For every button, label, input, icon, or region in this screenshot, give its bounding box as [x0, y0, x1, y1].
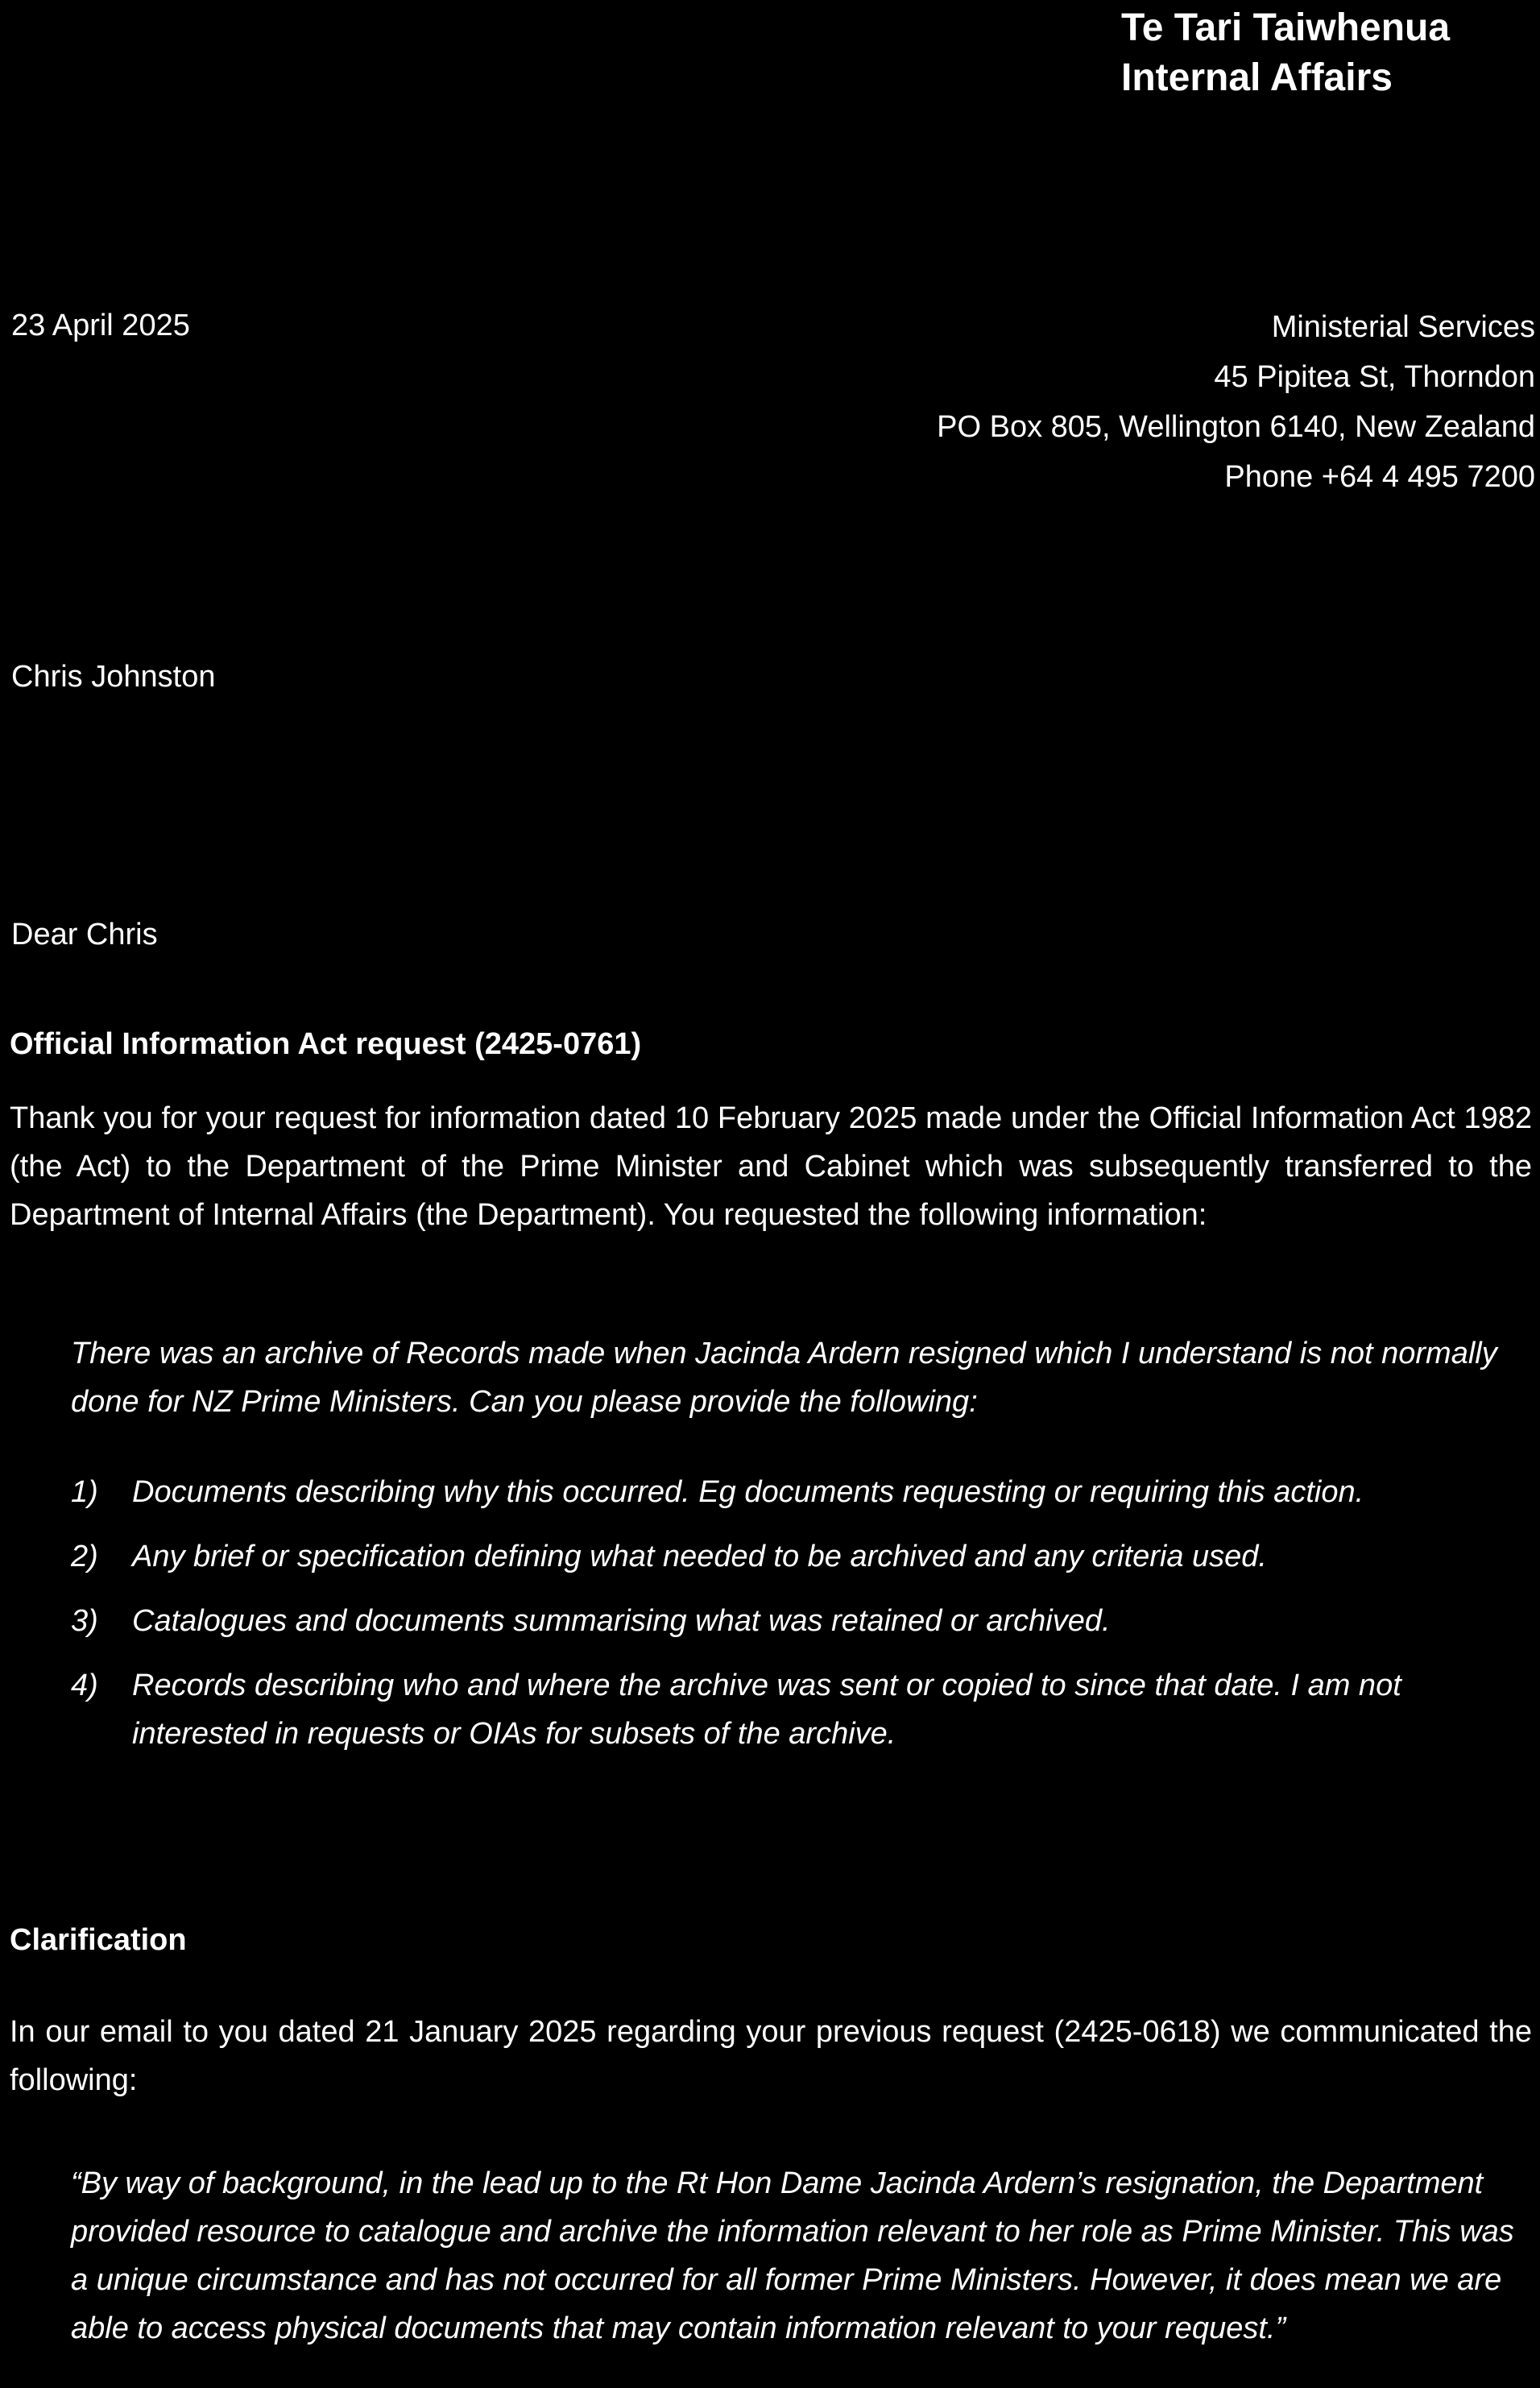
request-item	[71, 1468, 1529, 1516]
sender-address	[937, 303, 1535, 503]
request-quote: There was an archive of Records made when Jacinda Ardern resigned which I understand is not normally done for NZ Prime Ministers. Can you please provide the following:	[71, 1337, 1497, 1419]
address-line-1: Ministerial Services	[1271, 310, 1535, 344]
recipient-name: Chris Johnston	[11, 660, 216, 694]
address-line-2: 45 Pipitea St, Thorndon	[1214, 359, 1535, 394]
request-items-list	[71, 1468, 1529, 1774]
request-item-text: Any brief or specification defining what needed to be archived and any criteria used.	[132, 1540, 1267, 1573]
letterhead-english-name: Internal Affairs	[1121, 56, 1393, 100]
clarification-paragraph: In our email to you dated 21 January 2025 regarding your previous request (2425-0618) we communicated the following:	[10, 2015, 1532, 2097]
request-item-number: 4)	[71, 1669, 98, 1702]
letterhead-maori-name: Te Tari Taiwhenua	[1121, 6, 1451, 49]
intro-paragraph: Thank you for your request for information dated 10 February 2025 made under the Official Information Act 1982 (the Act) to the Department of the Prime Minister and Cabinet which was subsequently transferred to the Department of Internal Affairs (the Department). You requested the following information:	[10, 1101, 1532, 1232]
subject-heading: Official Information Act request (2425-0761)	[10, 1027, 642, 1061]
request-item	[71, 1532, 1529, 1581]
request-item-number: 2)	[71, 1540, 98, 1573]
salutation: Dear Chris	[11, 918, 158, 951]
request-item-text: Records describing who and where the archive was sent or copied to since that date. I am not interested in requests or OIAs for subsets of the archive.	[132, 1669, 1401, 1751]
clarification-quote: “By way of background, in the lead up to the Rt Hon Dame Jacinda Ardern’s resignation, the Department provided resource to catalogue and archive the information relevant to her role as Prime Minister. This was a unique circumstance and has not occurred for all former Prime Ministers. However, it does mean we are able to access physical documents that may contain information relevant to your request.”	[71, 2166, 1514, 2345]
request-item-text: Documents describing why this occurred. Eg documents requesting or requiring this action.	[132, 1475, 1364, 1509]
request-item-number: 1)	[71, 1475, 98, 1509]
address-line-4: Phone +64 4 495 7200	[1224, 459, 1535, 494]
request-item-text: Catalogues and documents summarising what was retained or archived.	[132, 1604, 1111, 1638]
address-line-3: PO Box 805, Wellington 6140, New Zealand	[937, 409, 1535, 444]
letterhead-logo	[1121, 3, 1450, 104]
letter-date: 23 April 2025	[11, 309, 190, 342]
request-item	[71, 1597, 1529, 1645]
clarification-heading: Clarification	[10, 1923, 187, 1957]
request-item	[71, 1661, 1529, 1758]
request-item-number: 3)	[71, 1604, 98, 1638]
